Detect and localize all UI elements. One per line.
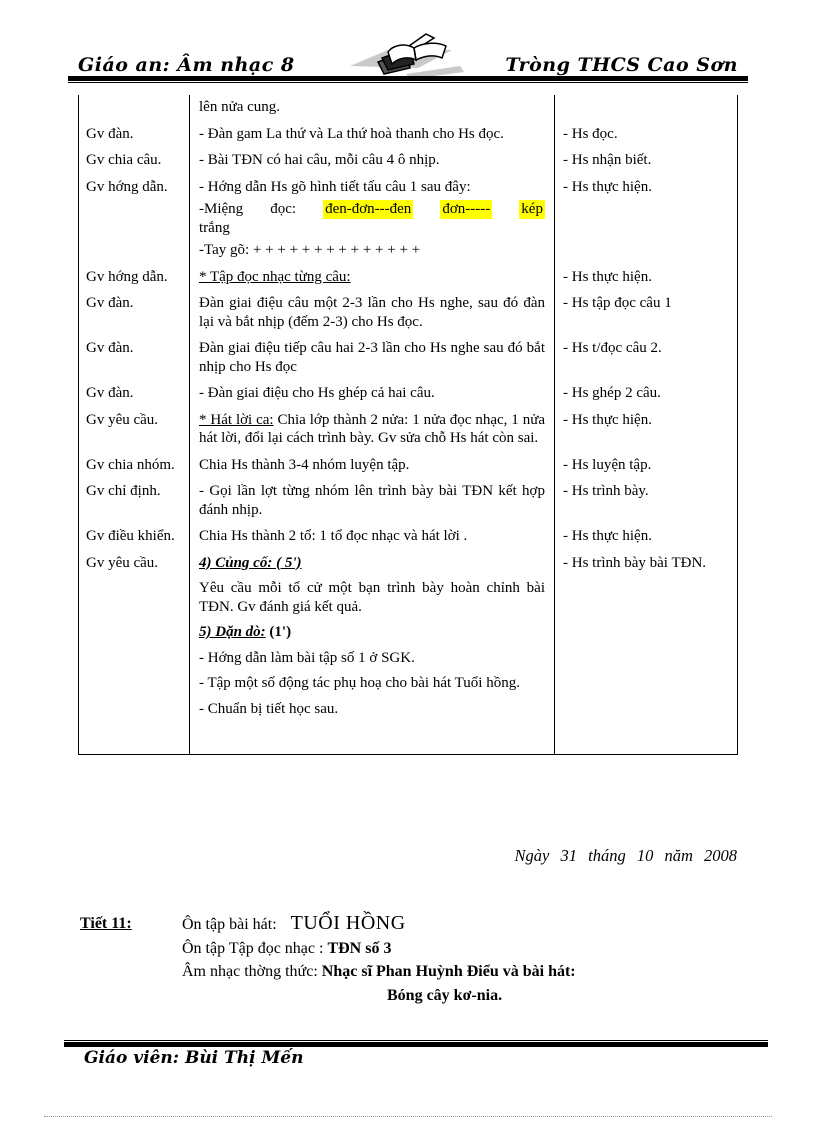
page-edge-dotted-line <box>44 1116 772 1117</box>
hs-activity-cell: - Hs đọc. <box>555 122 738 149</box>
next-lesson-section <box>80 912 576 1007</box>
content-cell <box>190 381 555 408</box>
gv-activity-cell: Gv hớng dẫn. <box>78 175 190 265</box>
gv-activity-cell: Gv hớng dẫn. <box>78 265 190 292</box>
gv-activity-cell: Gv yêu cầu. <box>78 551 190 755</box>
header-divider-rule <box>68 76 748 83</box>
review-song-line: Ôn tập bài hát: TUỔI HỒNG <box>182 912 406 934</box>
hs-activity-cell: - Hs thực hiện. <box>555 408 738 453</box>
highlighted-note-text: đen-đơn---đen <box>325 201 412 217</box>
tap-rhythm-line: -Tay gõ: + + + + + + + + + + + + + + <box>199 242 421 258</box>
gv-activity-cell: Gv chỉ định. <box>78 479 190 524</box>
content-text: - Gọi lần lợt từng nhóm lên trình bày bài TĐN kết hợp đánh nhịp. <box>199 483 545 518</box>
hs-activity-cell: - Hs tập đọc câu 1 <box>555 291 738 336</box>
content-cell <box>190 453 555 480</box>
gv-activity-cell: Gv chia câu. <box>78 148 190 175</box>
teacher-name: Giáo viên: Bùi Thị Mến <box>84 1048 304 1068</box>
content-text: Đàn giai điệu câu một 2-3 lần cho Hs nghe, sau đó đàn lại và bắt nhịp (đếm 2-3) cho Hs đọc. <box>199 295 545 330</box>
content-cell <box>190 408 555 453</box>
section-heading: * Tập đọc nhạc từng câu: <box>199 268 351 285</box>
highlighted-note-text: đơn----- <box>442 201 491 217</box>
content-cell <box>190 148 555 175</box>
header-left-title: Giáo an: Âm nhạc 8 <box>78 54 295 76</box>
gv-activity-cell: Gv đàn. <box>78 291 190 336</box>
rhythm-reading-line: -Miệng đọc: đen-đơn---đen đơn----- kép <box>199 201 543 217</box>
hs-activity-cell: - Hs nhận biết. <box>555 148 738 175</box>
gv-activity-cell: Gv đàn. <box>78 381 190 408</box>
homework-heading: 5) Dặn dò: <box>199 624 266 640</box>
footer-divider-rule <box>64 1040 768 1047</box>
lesson-number-label: Tiết 11: <box>80 915 132 932</box>
hs-activity-cell: - Hs ghép 2 câu. <box>555 381 738 408</box>
tdn-number: TĐN số 3 <box>327 939 392 957</box>
hs-activity-cell: - Hs t/đọc câu 2. <box>555 336 738 381</box>
gv-activity-cell: Gv đàn. <box>78 122 190 149</box>
content-text: Yêu cầu mỗi tổ cử một bạn trình bày hoàn chỉnh bài TĐN. Gv đánh giá kết quả. <box>199 580 545 615</box>
content-cell: 4) Củng cố: ( 5') Yêu cầu mỗi tổ cử một bạn trình bày hoàn chỉnh bài TĐN. Gv đánh giá kết quả. 5) Dặn dò: (1') - Hớng dẫn làm bài tập số 1 ở SGK. - Tập một số động tác phụ hoạ cho bài hát Tuổi hồng. - Chuẩn bị tiết học sau. <box>190 551 555 755</box>
content-cell <box>190 336 555 381</box>
gv-activity-cell: Gv yêu cầu. <box>78 408 190 453</box>
consolidation-heading: 4) Củng cố: ( 5') <box>199 554 302 571</box>
content-text: - Đàn giai điệu cho Hs ghép cả hai câu. <box>199 385 435 401</box>
section-heading: * Hát lời ca: <box>199 411 274 428</box>
gv-activity-cell: Gv đàn. <box>78 336 190 381</box>
hs-activity-cell: - Hs luyện tập. <box>555 453 738 480</box>
content-cell <box>190 291 555 336</box>
song-name-line: Bóng cây kơ-nia. <box>387 986 503 1004</box>
content-cell <box>190 479 555 524</box>
hs-activity-cell: - Hs thực hiện. <box>555 265 738 292</box>
date-line: Ngày 31 tháng 10 năm 2008 <box>514 846 737 865</box>
content-text: - Hớng dẫn làm bài tập số 1 ở SGK. <box>199 649 415 666</box>
content-text: Chia Hs thành 2 tổ: 1 tổ đọc nhạc và hát lời . <box>199 528 468 544</box>
content-text: trắng <box>199 219 230 236</box>
gv-activity-cell: Gv điều khiển. <box>78 524 190 551</box>
song-title: TUỔI HỒNG <box>290 912 406 934</box>
content-cell <box>190 175 555 265</box>
page-header <box>78 30 738 76</box>
hs-activity-cell: - Hs trình bày bài TĐN. <box>555 551 738 755</box>
gv-activity-cell <box>78 95 190 122</box>
composer-topic: Nhạc sĩ Phan Huỳnh Điểu và bài hát: <box>321 963 576 980</box>
content-text: - Hớng dẫn Hs gõ hình tiết tấu câu 1 sau đây: <box>199 178 471 195</box>
highlighted-note-text: kép <box>521 201 543 217</box>
lesson-plan-table <box>78 95 738 755</box>
header-right-title: Tròng THCS Cao Sơn <box>505 54 738 76</box>
content-cell <box>190 95 555 122</box>
content-text: - Đàn gam La thứ và La thứ hoà thanh cho Hs đọc. <box>199 125 504 142</box>
content-text: - Tập một số động tác phụ hoạ cho bài hát Tuổi hồng. <box>199 675 520 691</box>
hs-activity-cell: - Hs thực hiện. <box>555 524 738 551</box>
content-cell <box>190 265 555 292</box>
content-text: Chia lớp thành 2 nửa: 1 nửa đọc nhạc, 1 nửa hát lời, đổi lại cách trình bày. Gv sửa chỗ Hs hát còn sai. <box>199 411 545 446</box>
review-tdn-line: Ôn tập Tập đọc nhạc : TĐN số 3 <box>182 939 392 957</box>
hs-activity-cell <box>555 95 738 122</box>
music-knowledge-line: Âm nhạc thờng thức: Nhạc sĩ Phan Huỳnh Điểu và bài hát: <box>182 963 576 980</box>
open-book-quill-logo <box>348 28 468 80</box>
content-cell <box>190 524 555 551</box>
content-text: lên nửa cung. <box>199 99 281 115</box>
hs-activity-cell: - Hs trình bày. <box>555 479 738 524</box>
content-text: Đàn giai điệu tiếp câu hai 2-3 lần cho Hs nghe sau đó bắt nhịp cho Hs đọc <box>199 340 545 375</box>
gv-activity-cell: Gv chia nhóm. <box>78 453 190 480</box>
content-text: - Bài TĐN có hai câu, mỗi câu 4 ô nhịp. <box>199 152 440 168</box>
hs-activity-cell: - Hs thực hiện. <box>555 175 738 265</box>
content-text: Chia Hs thành 3-4 nhóm luyện tập. <box>199 456 410 473</box>
content-text: - Chuẩn bị tiết học sau. <box>199 700 339 717</box>
content-cell <box>190 122 555 149</box>
